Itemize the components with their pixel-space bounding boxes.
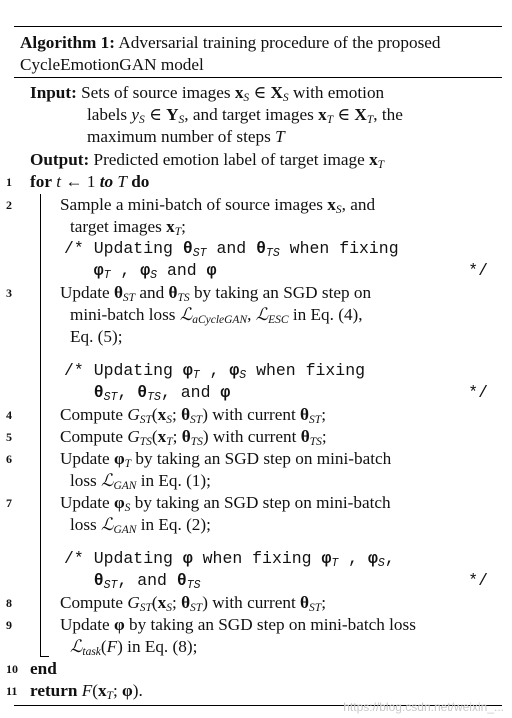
line-number: 2 [6,198,12,212]
top-rule [14,26,502,27]
algorithm-title: Algorithm 1: Adversarial training procedure of the proposed CycleEmotionGAN model [20,33,441,74]
step-6-line-1: Update $\varphi_T$ by taking an SGD step on mini-batch [60,449,392,470]
line-number: 5 [6,430,12,444]
line-number: 8 [6,596,12,610]
line-number: 6 [6,452,12,466]
output-label: Output: [30,150,90,169]
title-label: Algorithm 1: [20,33,115,52]
for-line: for t ← 1 to T do [30,172,150,191]
watermark: https://blog.csdn.net/weixin_... [343,700,504,714]
comment-2-line-2: $\theta_{ST}$, $\theta_{TS}$, and φ */ [93,383,488,404]
line-number: 1 [6,175,12,189]
line-number: 7 [6,496,12,510]
step-3-line-3: Eq. (5); [70,327,123,346]
step-8-line: Compute $G_{ST}(x_S$; $\theta_{ST}$) with current $\theta_{ST}$; [60,593,326,614]
step-3-line-1: Update $\theta_{ST}$ and $\theta_{TS}$ by taking an SGD step on [60,283,372,304]
input-line-2: labels $y_S$ ∈ $Y_S$, and target images $x_T$ ∈ $X_T$, the [87,105,403,126]
output-line: Output: Predicted emotion label of target image $x_T$ [30,150,385,171]
line-number: 3 [6,286,12,300]
line-number: 10 [6,662,18,676]
step-7-line-2: loss ℒ$_{GAN}$ in Eq. (2); [70,515,211,536]
comment-1-line-1: /* Updating $\theta_{ST}$ and $\theta_{TS}$ when fixing [64,239,399,260]
step-2-line-2: target images $x_T$; [70,217,186,238]
return-line: return $F(x_T$; φ). [30,681,143,702]
line-number: 9 [6,618,12,632]
input-line-1: Input: Sets of source images $x_S$ ∈ $X_S$ with emotion [30,83,385,104]
loop-bar-end [40,656,49,657]
comment-3-line-2: $\theta_{ST}$, and $\theta_{TS}$ */ [93,571,488,592]
step-5-line: Compute $G_{TS}(x_T$; $\theta_{TS}$) with current $\theta_{TS}$; [60,427,327,448]
loop-bar [40,194,41,656]
end-line: end [30,659,57,678]
title-rule [14,77,502,78]
step-4-line: Compute $G_{ST}(x_S$; $\theta_{ST}$) with current $\theta_{ST}$; [60,405,326,426]
step-9-line-1: Update φ by taking an SGD step on mini-batch loss [60,615,416,634]
comment-3-line-1: /* Updating φ when fixing $\varphi_T$ , $\varphi_S$, [64,549,395,570]
step-7-line-1: Update $\varphi_S$ by taking an SGD step on mini-batch [60,493,391,514]
input-line-3: maximum number of steps T [87,127,285,146]
input-label: Input: [30,83,77,102]
step-9-line-2: ℒ$_{task}$(F) in Eq. (8); [70,637,198,658]
step-2-line-1: Sample a mini-batch of source images $x_S$, and [60,195,376,216]
step-3-line-2: mini-batch loss ℒ$_{aCycleGAN}$, ℒ$_{ESC}$ in Eq. (4), [70,305,363,326]
line-number: 11 [6,684,18,698]
comment-2-line-1: /* Updating $\varphi_T$ , $\varphi_S$ when fixing [64,361,365,382]
line-number: 4 [6,408,12,422]
step-6-line-2: loss ℒ$_{GAN}$ in Eq. (1); [70,471,211,492]
comment-1-line-2: $\varphi_T$ , $\varphi_S$ and φ */ [93,261,488,282]
algorithm-box [6,26,502,706]
